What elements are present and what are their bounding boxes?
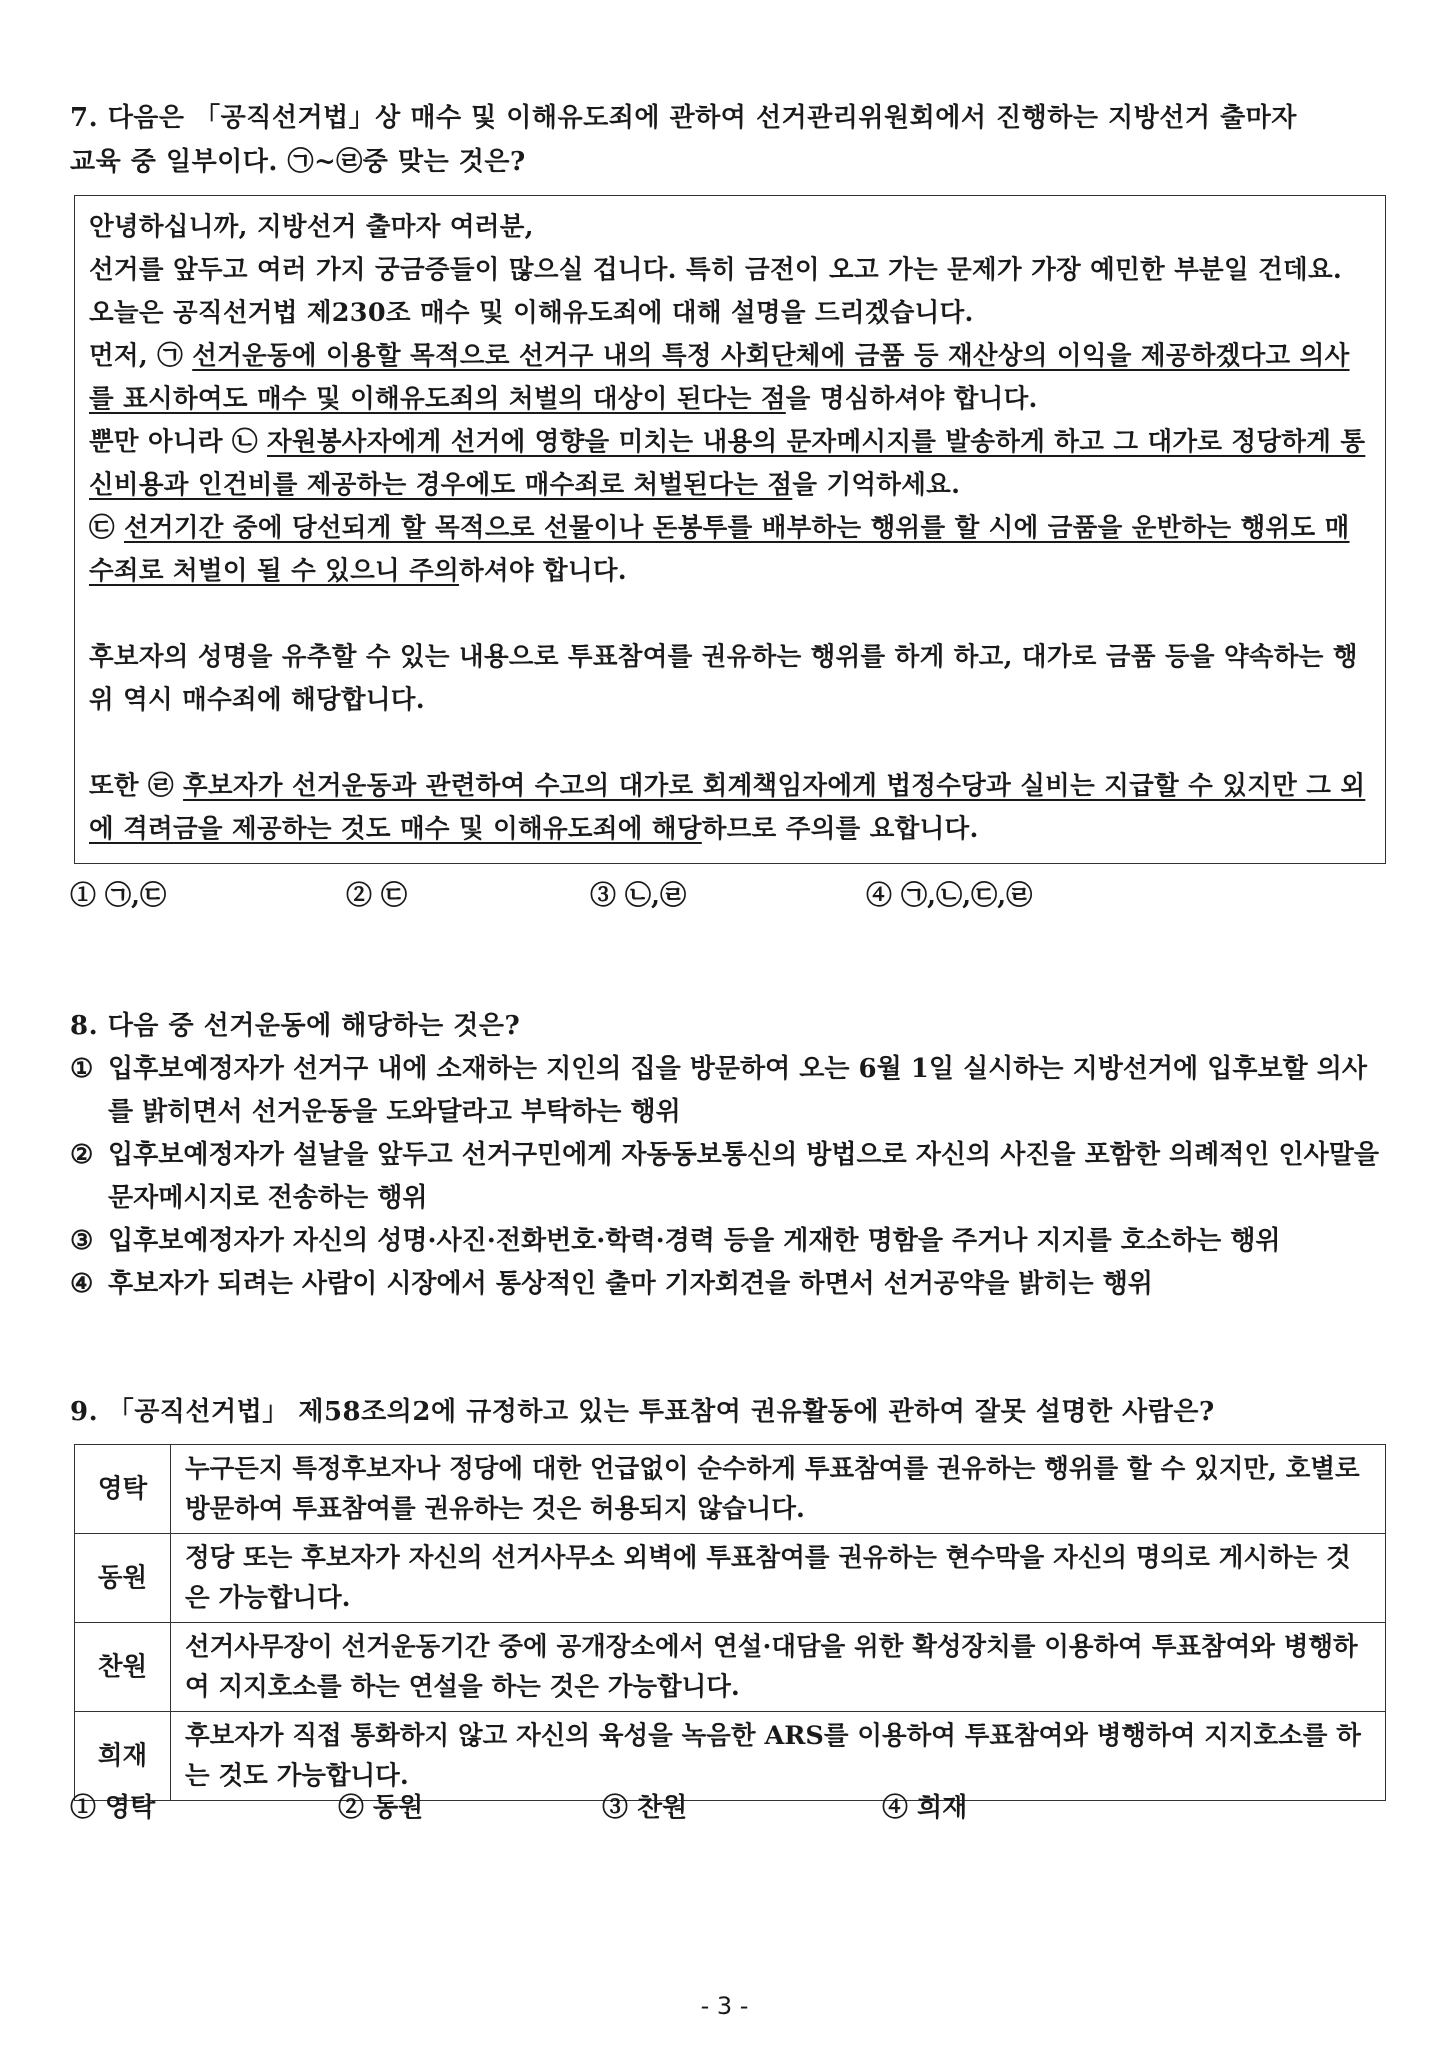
- q9-speaker-statement: 후보자가 직접 통화하지 않고 자신의 육성을 녹음한 ARS를 이용하여 투표참여와 병행하여 지지호소를 하는 것도 가능합니다.: [171, 1712, 1386, 1801]
- page-number: - 3 -: [700, 1992, 749, 2020]
- q7-statement-b-underlined: 자원봉사자에게 선거에 영향을 미치는 내용의 문자메시지를 발송하게 하고 그 대가로 정당하게 통신비용과 인건비를 제공하는 경우에도 매수죄로 처벌된다는 점: [89, 427, 1366, 500]
- q7-statement-d-suffix: 하므로 주의를 요합니다.: [701, 814, 979, 844]
- q7-intro: 선거를 앞두고 여러 가지 궁금증들이 많으실 겁니다. 특히 금전이 오고 가는 문제가 가장 예민한 부분일 건데요. 오늘은 공직선거법 제230조 매수 및 이해유도죄에 대해 설명을 드리겠습니다.: [89, 255, 1343, 328]
- q8-option-3-marker: ③: [70, 1226, 94, 1256]
- q7-choice-2[interactable]: ② ㉢: [346, 881, 408, 911]
- q9-choice-2[interactable]: ② 동원: [338, 1793, 424, 1823]
- q8-option-4-marker: ④: [70, 1269, 94, 1299]
- q9-stem-text: 9. 「공직선거법」 제58조의2에 규정하고 있는 투표참여 권유활동에 관하여 잘못 설명한 사람은?: [70, 1397, 1215, 1427]
- q7-statement-c: [89, 507, 1371, 593]
- q9-choice-3[interactable]: ③ 찬원: [602, 1793, 688, 1823]
- q7-statement-c-suffix: 하셔야 합니다.: [459, 556, 627, 586]
- q7-statement-a-suffix: 을 명심하셔야 합니다.: [785, 384, 1038, 414]
- q7-stem: [70, 96, 1390, 184]
- q7-statement-b-suffix: 을 기억하세요.: [792, 470, 961, 500]
- q7-statement-a-prefix: 먼저, ㉠: [89, 341, 193, 371]
- q7-statement-c-prefix: ㉢: [89, 513, 124, 543]
- q9-speaker-name: 희재: [75, 1712, 171, 1801]
- q7-greeting: 안녕하십니까, 지방선거 출마자 여러분,: [89, 212, 534, 242]
- table-row: [75, 1623, 1386, 1712]
- q9-statements-table: [74, 1444, 1386, 1801]
- q8-option-3-text: 입후보예정자가 자신의 성명·사진·전화번호·학력·경력 등을 게재한 명함을 주거나 지지를 호소하는 행위: [108, 1226, 1281, 1256]
- q7-statement-c-underlined: 선거기간 중에 당선되게 할 목적으로 선물이나 돈봉투를 배부하는 행위를 할 시에 금품을 운반하는 행위도 매수죄로 처벌이 될 수 있으니 주의: [89, 513, 1350, 586]
- q7-choice-4[interactable]: ④ ㉠,㉡,㉢,㉣: [866, 881, 1033, 911]
- q8-option-1-marker: ①: [70, 1054, 94, 1084]
- q9-speaker-statement: 정당 또는 후보자가 자신의 선거사무소 외벽에 투표참여를 권유하는 현수막을 자신의 명의로 게시하는 것은 가능합니다.: [171, 1534, 1386, 1623]
- q7-choices: [70, 874, 1390, 918]
- q8-option-2-marker: ②: [70, 1140, 94, 1170]
- q8-option-4[interactable]: [70, 1263, 1390, 1306]
- q7-statement-b-prefix: 뿐만 아니라 ㉡: [89, 427, 267, 457]
- q8-option-3[interactable]: [70, 1220, 1390, 1263]
- q9-speaker-name: 찬원: [75, 1623, 171, 1712]
- spacer: [89, 593, 1371, 636]
- q8-option-4-text: 후보자가 되려는 사람이 시장에서 통상적인 출마 기자회견을 하면서 선거공약을 밝히는 행위: [108, 1269, 1153, 1299]
- q9-choices: [70, 1786, 1390, 1830]
- q8-stem: [70, 1004, 1390, 1048]
- q9-speaker-name: 동원: [75, 1534, 171, 1623]
- spacer: [89, 722, 1371, 765]
- q9-speaker-name: 영탁: [75, 1445, 171, 1534]
- q7-statement-a: [89, 335, 1371, 421]
- q7-stem-line2: 교육 중 일부이다. ㉠~㉣중 맞는 것은?: [70, 147, 526, 177]
- q9-choice-4[interactable]: ④ 희재: [882, 1793, 968, 1823]
- table-row: [75, 1534, 1386, 1623]
- q8-option-1[interactable]: [70, 1048, 1390, 1134]
- q8-options: [70, 1048, 1390, 1306]
- q7-paragraph-candidate-name: 후보자의 성명을 유추할 수 있는 내용으로 투표참여를 권유하는 행위를 하게 하고, 대가로 금품 등을 약속하는 행위 역시 매수죄에 해당합니다.: [89, 642, 1358, 715]
- q7-stem-line1: 7. 다음은 「공직선거법」상 매수 및 이해유도죄에 관하여 선거관리위원회에서 진행하는 지방선거 출마자: [70, 103, 1297, 133]
- q8-option-2-text: 입후보예정자가 설날을 앞두고 선거구민에게 자동동보통신의 방법으로 자신의 사진을 포함한 의례적인 인사말을 문자메시지로 전송하는 행위: [108, 1140, 1379, 1213]
- q7-statement-d-underlined: 후보자가 선거운동과 관련하여 수고의 대가로 회계책임자에게 법정수당과 실비는 지급할 수 있지만 그 외에 격려금을 제공하는 것도 매수 및 이해유도죄에 해당: [89, 771, 1366, 844]
- q9-speaker-statement: 선거사무장이 선거운동기간 중에 공개장소에서 연설·대담을 위한 확성장치를 이용하여 투표참여와 병행하여 지지호소를 하는 연설을 하는 것은 가능합니다.: [171, 1623, 1386, 1712]
- table-row: [75, 1445, 1386, 1534]
- q7-statement-d: [89, 765, 1371, 851]
- q9-speaker-statement: 누구든지 특정후보자나 정당에 대한 언급없이 순수하게 투표참여를 권유하는 행위를 할 수 있지만, 호별로 방문하여 투표참여를 권유하는 것은 허용되지 않습니다.: [171, 1445, 1386, 1534]
- q7-statement-b: [89, 421, 1371, 507]
- q7-statement-a-underlined: 선거운동에 이용할 목적으로 선거구 내의 특정 사회단체에 금품 등 재산상의 이익을 제공하겠다고 의사를 표시하여도 매수 및 이해유도죄의 처벌의 대상이 된다는 점: [89, 341, 1350, 414]
- q8-stem-text: 8. 다음 중 선거운동에 해당하는 것은?: [70, 1011, 521, 1041]
- q7-passage-box: [74, 195, 1386, 864]
- q9-stem: [70, 1390, 1390, 1434]
- q7-choice-1[interactable]: ① ㉠,㉢: [70, 881, 167, 911]
- q7-choice-3[interactable]: ③ ㉡,㉣: [590, 881, 687, 911]
- q8-option-1-text: 입후보예정자가 선거구 내에 소재하는 지인의 집을 방문하여 오는 6월 1일 실시하는 지방선거에 입후보할 의사를 밝히면서 선거운동을 도와달라고 부탁하는 행위: [108, 1054, 1367, 1127]
- q9-choice-1[interactable]: ① 영탁: [70, 1793, 156, 1823]
- q7-statement-d-prefix: 또한 ㉣: [89, 771, 184, 801]
- q8-option-2[interactable]: [70, 1134, 1390, 1220]
